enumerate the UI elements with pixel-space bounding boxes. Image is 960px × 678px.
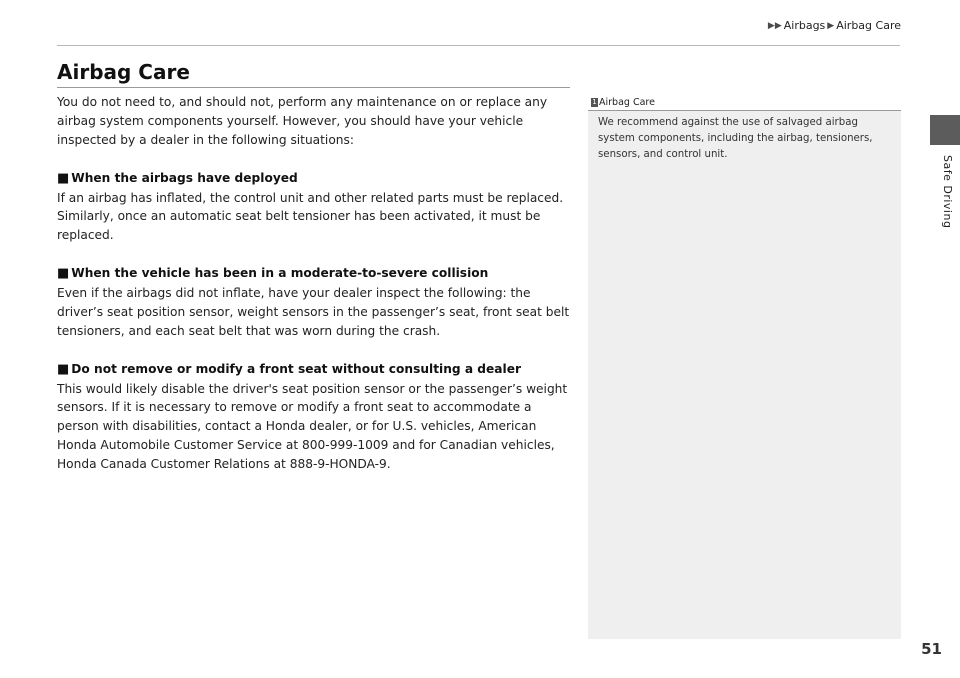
breadcrumb-item-airbags[interactable]: Airbags [783, 19, 826, 32]
square-bullet-icon: ■ [57, 266, 70, 282]
page-title: Airbag Care [57, 60, 190, 84]
section-heading: ■ Do not remove or modify a front seat without consulting a dealer [57, 361, 521, 377]
section-heading: ■ When the vehicle has been in a moderate-to-severe collision [57, 266, 489, 282]
breadcrumb [766, 19, 901, 32]
section-body: This would likely disable the driver's seat position sensor or the passenger’s weight sensors. If it is necessary to remove or modify a front seat to accommodate a person with disabilities, contact a Honda dealer, or for U.S. vehicles, American Honda Automobile Customer Service at 800-999-1009 and for Canadian vehicles, Honda Canada Customer Relations at 888-9-HONDA-9. [57, 381, 568, 472]
square-bullet-icon: ■ [57, 361, 70, 377]
section-heading: ■ When the airbags have deployed [57, 170, 298, 186]
section-tab-label: Safe Driving [941, 155, 954, 229]
section-tab-marker[interactable] [930, 115, 960, 145]
section-body: Even if the airbags did not inflate, have your dealer inspect the following: the driver’s seat position sensor, weight sensors in the passenger’s seat, front seat belt tensioners, and each seat belt that was worn during the crash. [57, 286, 570, 338]
title-divider [57, 87, 570, 88]
note-number-badge: 1 [592, 98, 597, 106]
sidebar-note-header [588, 97, 901, 111]
chevron-right-icon: ▶▶ [767, 20, 782, 31]
sidebar-note [588, 97, 901, 639]
main-content [57, 93, 573, 493]
chevron-right-icon: ▶ [827, 20, 835, 31]
breadcrumb-item-airbag-care[interactable]: Airbag Care [836, 19, 901, 32]
section-body: If an airbag has inflated, the control unit and other related parts must be replaced. Similarly, once an automatic seat belt tensioner has been activated, it must be replaced. [57, 190, 564, 243]
sidebar-note-title: Airbag Care [599, 97, 655, 108]
sidebar-note-text: We recommend against the use of salvaged airbag system components, including the airbag, tensioners, sensors, and control unit. [598, 117, 873, 160]
page-number: 51 [921, 640, 942, 658]
header-divider [57, 45, 900, 46]
intro-paragraph: You do not need to, and should not, perform any maintenance on or replace any airbag system components yourself. However, you should have your vehicle inspected by a dealer in the following situations: [57, 95, 548, 147]
square-bullet-icon: ■ [57, 170, 70, 186]
